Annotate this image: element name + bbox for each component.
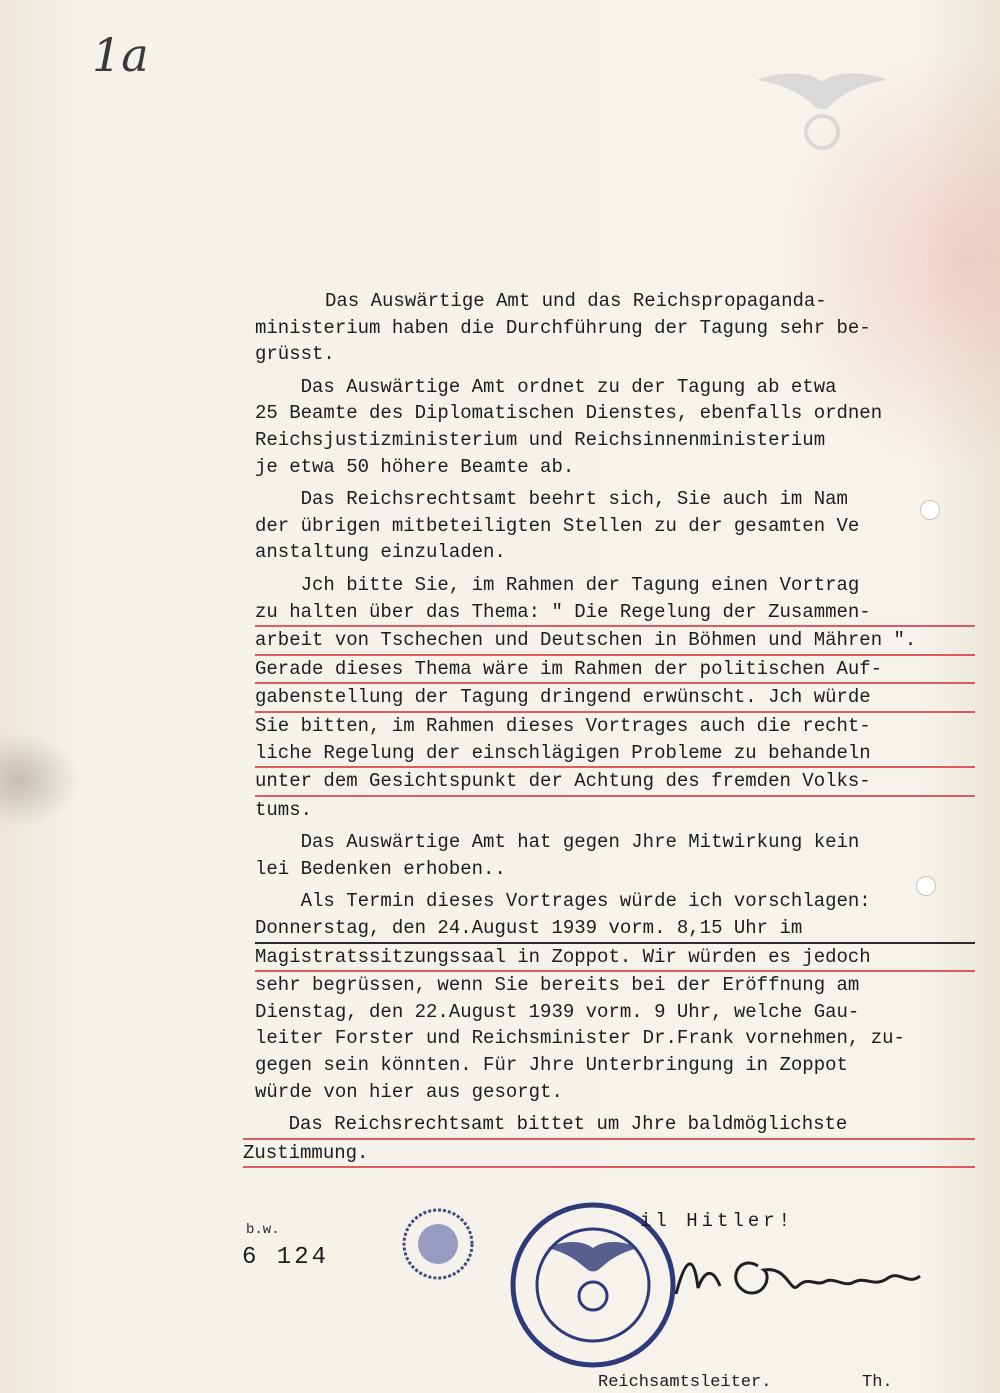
text-line: unter dem Gesichtspunkt der Achtung des fremden Volks- [255,768,975,797]
letter-body [243,288,975,1168]
text-line: grüsst. [255,343,335,366]
text-line: gegen sein könnten. Für Jhre Unterbringung in Zoppot [255,1054,848,1077]
text-line: 25 Beamte des Diplomatischen Dienstes, ebenfalls ordnen [255,402,883,425]
closing-salutation: il Hitler! [640,1210,795,1232]
text-line: liche Regelung der einschlägigen Probleme zu behandeln [255,740,975,769]
paragraph [255,829,975,882]
paragraph [255,572,975,823]
eagle-emblem-icon [752,62,892,152]
text-line: leiter Forster und Reichsminister Dr.Frank vornehmen, zu- [255,1027,905,1050]
text-line: der übrigen mitbeteiligten Stellen zu der gesamten Ve [255,514,860,537]
text-line: Reichsjustizministerium und Reichsinnenministerium [255,428,826,451]
text-line: ministerium haben die Durchführung der Tagung sehr be- [255,316,871,339]
text-line: tums. [255,798,313,821]
text-line: Gerade dieses Thema wäre im Rahmen der politischen Auf- [255,656,975,685]
typist-initials: Th. [862,1373,893,1392]
text-line: gabenstellung der Tagung dringend erwünscht. Jch würde [255,684,975,713]
archive-prefix: b.w. [246,1222,280,1238]
text-line: Als Termin dieses Vortrages würde ich vorschlagen: [255,890,871,913]
text-line: zu halten über das Thema: " Die Regelung der Zusammen- [255,599,975,628]
text-line: Das Auswärtige Amt hat gegen Jhre Mitwirkung kein [255,831,860,854]
handwritten-signature [668,1236,928,1316]
text-line: Magistratssitzungssaal in Zoppot. Wir würden es jedoch [255,944,975,973]
paragraph [255,888,975,1105]
text-line: Sie bitten, im Rahmen dieses Vortrages auch die recht- [255,714,871,737]
small-stamp-seal-icon [400,1206,476,1282]
text-line: würde von hier aus gesorgt. [255,1080,563,1103]
signatory-title: Reichsamtsleiter. [598,1373,772,1392]
text-line: Jch bitte Sie, im Rahmen der Tagung einen Vortrag [255,573,860,596]
text-line: lei Bedenken erhoben.. [255,857,506,880]
paragraph [255,374,975,480]
paragraph [255,315,975,368]
text-line: arbeit von Tschechen und Deutschen in Böhmen und Mähren ". [255,627,975,656]
paragraph [325,288,975,315]
text-line: Das Auswärtige Amt und das Reichspropaganda- [325,290,827,312]
text-line: Das Auswärtige Amt ordnet zu der Tagung ab etwa [255,375,837,398]
text-line: je etwa 50 höhere Beamte ab. [255,455,575,478]
archive-number: 6 124 [242,1244,330,1271]
letterhead-party-name [340,78,700,146]
text-line: Das Reichsrechtsamt beehrt sich, Sie auch im Nam [255,488,848,511]
folio-number: 1a [92,28,149,82]
text-line: Dienstag, den 22.August 1939 vorm. 9 Uhr, welche Gau- [255,1000,860,1023]
paragraph [243,1111,975,1168]
text-line: Das Reichsrechtsamt bittet um Jhre baldmöglichste [243,1111,975,1140]
text-line: Donnerstag, den 24.August 1939 vorm. 8,15 Uhr im [255,915,975,944]
text-line: Zustimmung. [243,1140,975,1169]
text-line: sehr begrüssen, wenn Sie bereits bei der Eröffnung am [255,974,860,997]
text-line: anstaltung einzuladen. [255,541,506,564]
paragraph [255,486,975,566]
